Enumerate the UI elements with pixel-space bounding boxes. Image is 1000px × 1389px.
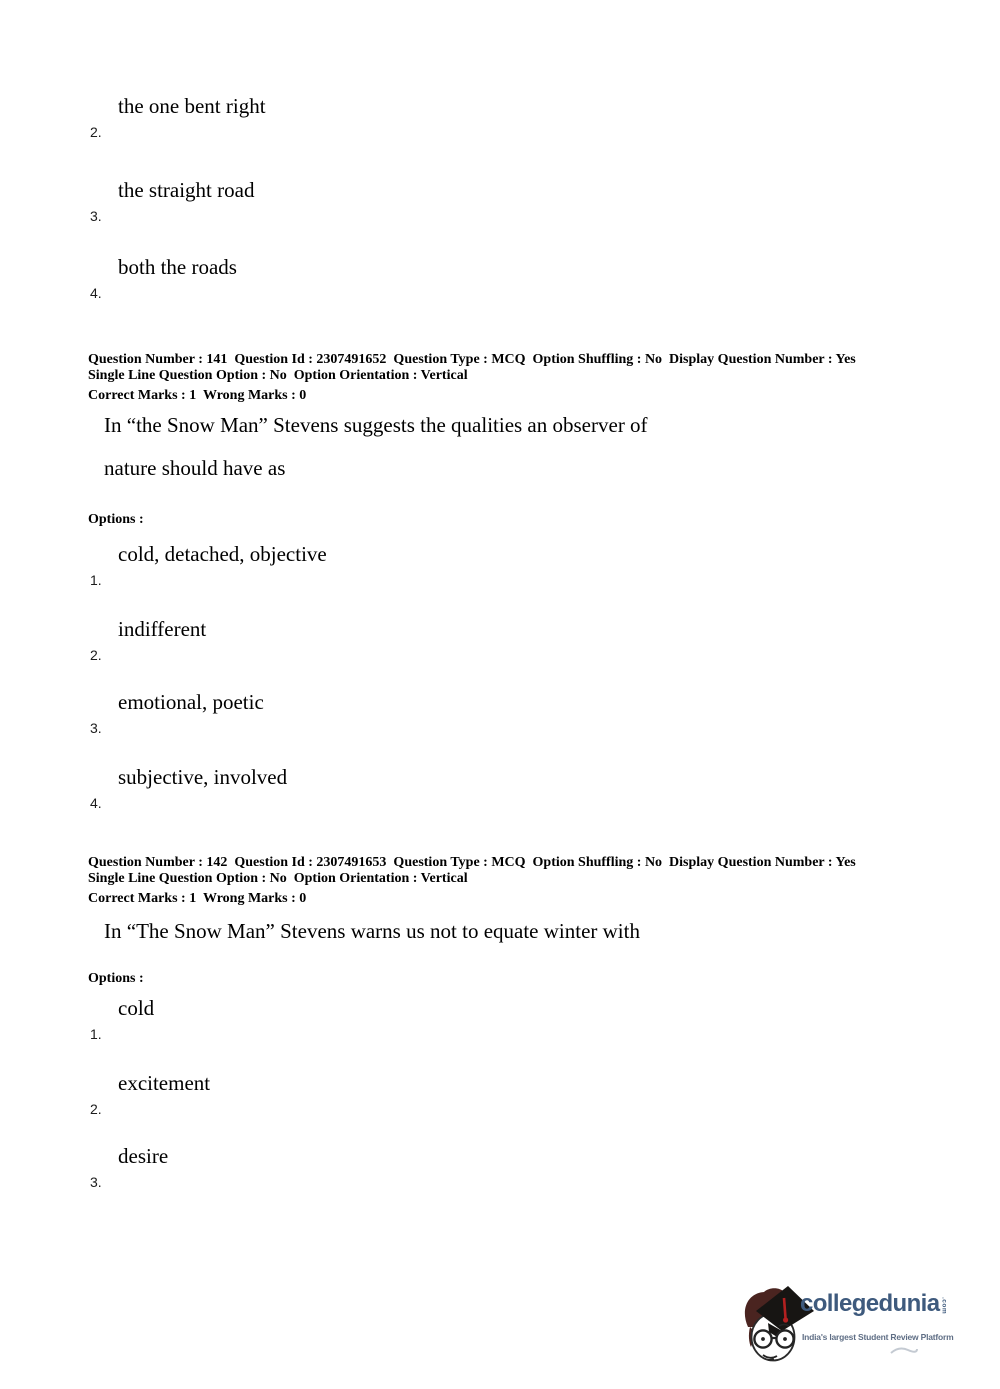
option-text: both the roads <box>118 255 237 279</box>
option-number: 1. <box>90 1026 102 1042</box>
options-label: Options : <box>88 512 144 527</box>
question-141-metadata <box>88 352 948 404</box>
option-row <box>88 995 788 1042</box>
option-text: excitement <box>118 1071 211 1095</box>
option-row <box>88 1070 788 1117</box>
option-row <box>88 616 788 663</box>
option-text: the straight road <box>118 178 255 202</box>
option-number: 1. <box>90 572 102 588</box>
options-label: Options : <box>88 971 144 986</box>
question-meta-line: Question Number : 142 Question Id : 2307491653 Question Type : MCQ Option Shuffling : No Display Question Number : Yes <box>88 855 856 870</box>
option-text: cold, detached, objective <box>118 542 327 566</box>
question-142-metadata <box>88 855 948 907</box>
brand-domain-suffix: .com <box>940 1297 948 1315</box>
option-number: 2. <box>90 647 102 663</box>
option-number: 2. <box>90 124 102 140</box>
option-row <box>88 764 788 811</box>
option-text: indifferent <box>118 617 207 641</box>
question-meta-line: Single Line Question Option : No Option Orientation : Vertical <box>88 870 468 886</box>
option-number: 3. <box>90 1174 102 1190</box>
collegedunia-logo[interactable] <box>738 1281 978 1376</box>
option-text: emotional, poetic <box>118 690 264 714</box>
option-number: 3. <box>90 720 102 736</box>
question-meta-line: Question Number : 141 Question Id : 2307491652 Question Type : MCQ Option Shuffling : No Display Question Number : Yes <box>88 352 856 367</box>
question-142-text: In “The Snow Man” Stevens warns us not to equate winter with <box>104 919 640 943</box>
option-number: 3. <box>90 208 102 224</box>
brand-tagline: India's largest Student Review Platform <box>802 1332 954 1342</box>
option-row <box>88 689 788 736</box>
option-text: the one bent right <box>118 94 266 118</box>
question-141-text: nature should have as <box>104 456 286 480</box>
option-row <box>88 177 788 224</box>
option-row <box>88 541 788 588</box>
marks-line: Correct Marks : 1 Wrong Marks : 0 <box>88 388 307 403</box>
option-row <box>88 1143 788 1190</box>
brand-wordmark: collegedunia <box>800 1290 940 1317</box>
option-number: 4. <box>90 795 102 811</box>
option-text: subjective, involved <box>118 765 288 789</box>
option-row <box>88 93 788 140</box>
option-number: 2. <box>90 1101 102 1117</box>
squiggle-mark-icon <box>890 1345 918 1357</box>
option-number: 4. <box>90 285 102 301</box>
question-meta-line: Single Line Question Option : No Option Orientation : Vertical <box>88 367 468 383</box>
option-text: cold <box>118 996 155 1020</box>
option-row <box>88 254 788 301</box>
marks-line: Correct Marks : 1 Wrong Marks : 0 <box>88 891 307 906</box>
option-text: desire <box>118 1144 169 1168</box>
question-141-text: In “the Snow Man” Stevens suggests the qualities an observer of <box>104 413 648 437</box>
